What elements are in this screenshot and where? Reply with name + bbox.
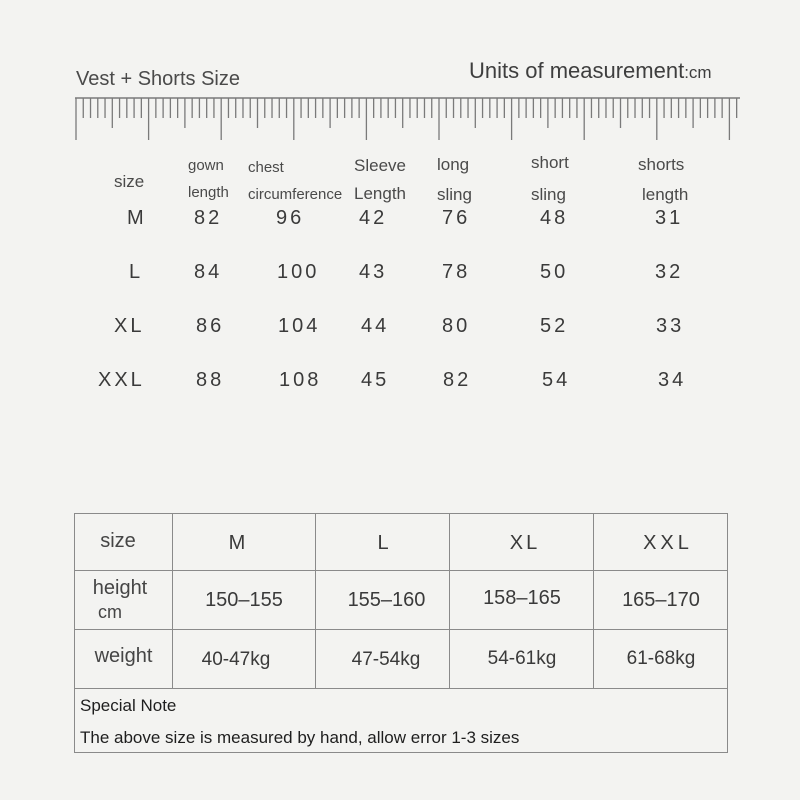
fit-weight-xxl: 61-68kg (626, 648, 696, 669)
cell-long-sling: 76 (442, 207, 471, 229)
fit-size-label: size (100, 530, 136, 552)
fit-size-l: L (377, 532, 389, 554)
cell-size: XL (114, 315, 145, 337)
fit-weight-xl: 54-61kg (487, 648, 557, 669)
cell-long-sling: 82 (443, 369, 472, 391)
header-chest-line2: circumference (248, 186, 343, 203)
ruler-ticks (76, 98, 737, 140)
header-sleeve-line1: Sleeve (354, 156, 406, 175)
cell-sleeve: 45 (361, 369, 390, 391)
note-text: The above size is measured by hand, allow error 1-3 sizes (80, 728, 520, 747)
cell-gown-length: 82 (194, 207, 223, 229)
fit-size-xxl: XXL (643, 532, 693, 554)
cell-short-sling: 48 (540, 207, 569, 229)
header-chest-line1: chest (248, 159, 284, 176)
header-sleeve-line2: Length (354, 184, 406, 203)
cell-chest: 104 (278, 315, 321, 337)
grid-line (75, 629, 727, 630)
cell-gown-length: 86 (196, 315, 225, 337)
note-title: Special Note (80, 696, 177, 715)
header-gown-line1: gown (188, 157, 224, 174)
units-label: Units of measurement (469, 58, 685, 83)
cell-shorts-length: 34 (658, 369, 687, 391)
cell-short-sling: 50 (540, 261, 569, 283)
grid-line (75, 688, 727, 689)
cell-size: M (127, 207, 147, 229)
fit-height-label: height (92, 577, 148, 599)
header-size: size (114, 172, 145, 191)
units-label-group (469, 58, 712, 84)
header-shorts-length-line2: length (642, 185, 689, 204)
header-shorts-length-line1: shorts (638, 155, 685, 174)
ruler-graphic (72, 92, 744, 144)
header-long-sling-line2: sling (437, 185, 472, 204)
header-long-sling-line1: long (437, 155, 470, 174)
grid-line (75, 570, 727, 571)
fit-height-l: 155–160 (347, 589, 426, 611)
cell-sleeve: 43 (359, 261, 388, 283)
cell-size: XXL (98, 369, 145, 391)
cell-chest: 108 (279, 369, 322, 391)
header-short-sling-line2: sling (531, 185, 566, 204)
units-value: :cm (684, 63, 712, 82)
cell-sleeve: 44 (361, 315, 390, 337)
cell-long-sling: 78 (442, 261, 471, 283)
cell-chest: 100 (277, 261, 320, 283)
cell-shorts-length: 33 (656, 315, 685, 337)
header-gown-line2: length (188, 184, 229, 201)
cell-shorts-length: 31 (655, 207, 684, 229)
fit-weight-m: 40-47kg (201, 649, 271, 670)
fit-height-xl: 158–165 (483, 587, 561, 609)
cell-long-sling: 80 (442, 315, 471, 337)
fit-height-unit: cm (98, 602, 122, 622)
cell-short-sling: 54 (542, 369, 571, 391)
cell-gown-length: 84 (194, 261, 223, 283)
cell-size: L (129, 261, 144, 283)
fit-size-m: M (228, 532, 246, 554)
fit-weight-label: weight (94, 645, 153, 667)
chart-title: Vest + Shorts Size (76, 68, 240, 90)
cell-shorts-length: 32 (655, 261, 684, 283)
fit-weight-l: 47-54kg (351, 649, 421, 670)
fit-size-xl: XL (509, 532, 541, 554)
fit-height-xxl: 165–170 (622, 589, 700, 611)
cell-short-sling: 52 (540, 315, 569, 337)
fit-table (74, 513, 728, 753)
header-short-sling-line1: short (531, 153, 569, 172)
cell-gown-length: 88 (196, 369, 225, 391)
fit-height-m: 150–155 (205, 589, 283, 611)
cell-sleeve: 42 (359, 207, 388, 229)
cell-chest: 96 (276, 207, 305, 229)
